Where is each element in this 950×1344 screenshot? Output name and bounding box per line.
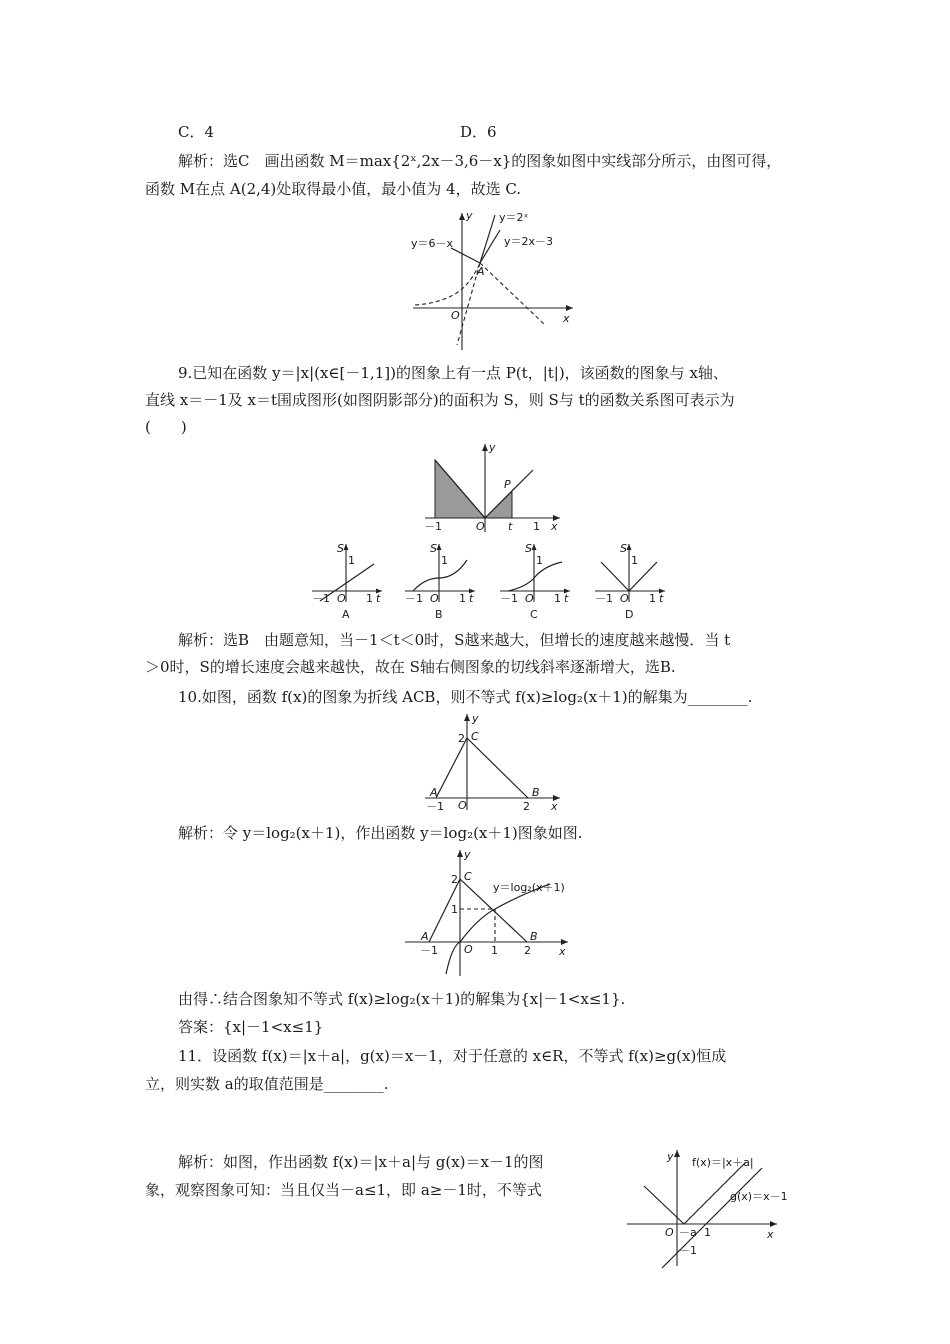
q10g1-two-y: 2 [458,732,465,745]
choice-b-letter: B [435,608,443,621]
q11-solution-line-1: 解析：如图，作出函数 f(x)＝|x＋a|与 g(x)＝x－1的图 [178,1153,544,1171]
q8-y-axis-label: y [466,209,473,222]
choice-b-m1: －1 [405,592,423,605]
choice-d-s: S [620,542,627,555]
q8-point-a: A [477,265,485,278]
q8-label-dec: y＝6－x [411,237,454,250]
q11-x: x [767,1228,774,1241]
q11-minus-one: －1 [679,1244,697,1257]
q9-choice-b [403,540,478,620]
q10g2-x: x [559,945,566,958]
choice-a-t: t [376,592,381,605]
q9-t: t [508,520,513,533]
q10g2-one-x: 1 [491,944,498,957]
q8-solution-line-1: 解析：选C 画出函数 M＝max{2ˣ,2x－3,6－x}的图象如图中实线部分所示，由图可得， [178,152,782,170]
choice-c-t: t [564,592,569,605]
choice-c-m1: －1 [500,592,518,605]
q8-graph [405,205,585,355]
q10g2-m1: －1 [420,944,438,957]
q10g1-two-x: 2 [523,800,530,813]
q9-line-2: 直线 x＝－1及 x＝t围成图形(如图阴影部分)的面积为 S，则 S与 t的函数关系图可表示为 [145,391,735,409]
q10g1-x: x [551,800,558,813]
choice-c-s: S [525,542,532,555]
choice-a-one-h: 1 [366,592,373,605]
q10-solution-line-2: 由得∴结合图象知不等式 f(x)≥log₂(x＋1)的解集为{x|－1<x≤1}. [178,990,626,1008]
q9-y-label: y [489,441,496,454]
q10-solution-line-1: 解析：令 y＝log₂(x＋1)，作出函数 y＝log₂(x＋1)图象如图. [178,824,583,842]
choice-a-letter: A [342,608,350,621]
q9-line-1: 9.已知在函数 y＝|x|(x∈[－1,1])的图象上有一点 P(t，|t|)，该函数的图象与 x轴、 [178,364,728,382]
choice-a-m1: －1 [312,592,330,605]
q9-minus-one: －1 [424,520,442,533]
q10g1-a: A [430,786,438,799]
q11-graph [622,1146,788,1271]
q9-choice-c [498,540,573,620]
choice-b-one-h: 1 [459,592,466,605]
q10-line-1: 10.如图，函数 f(x)的图象为折线 ACB，则不等式 f(x)≥log₂(x＋1)的解集为________. [178,688,753,706]
option-d: D．6 [460,123,497,141]
choice-b-o: O [430,592,439,605]
q11-line-2: 立，则实数 a的取值范围是________. [145,1075,389,1093]
q9-graph [420,440,565,535]
q9-one: 1 [533,520,540,533]
q8-label-exp: y＝2ˣ [499,211,529,224]
q8-origin-label: O [451,309,460,322]
q11-f-label: f(x)＝|x＋a| [692,1156,754,1169]
q9-line-3: ( ) [145,418,187,436]
q9-choice-a [310,540,385,620]
choice-a-s: S [337,542,344,555]
q11-y: y [667,1150,674,1163]
choice-d-one-v: 1 [631,554,638,567]
q11-one: 1 [704,1226,711,1239]
q10g2-y: y [464,848,471,861]
q10-graph-2 [400,846,575,981]
choice-a-one-v: 1 [348,554,355,567]
q9-origin: O [476,520,485,533]
q11-g-label: g(x)＝x－1 [730,1190,788,1203]
q10g2-a: A [421,930,429,943]
choice-c-one-v: 1 [536,554,543,567]
q8-x-axis-label: x [563,312,570,325]
choice-b-one-v: 1 [441,554,448,567]
q10g1-c: C [471,730,479,743]
q8-solution-line-2: 函数 M在点 A(2,4)处取得最小值，最小值为 4，故选 C. [145,180,522,198]
q11-line-1: 11．设函数 f(x)＝|x＋a|，g(x)＝x－1，对于任意的 x∈R，不等式 f(x)≥g(x)恒成 [178,1047,727,1065]
choice-c-o: O [525,592,534,605]
q10g2-curve-label: y＝log₂(x＋1) [493,881,565,894]
choice-d-one-h: 1 [649,592,656,605]
choice-c-one-h: 1 [554,592,561,605]
choice-b-t: t [469,592,474,605]
q10g1-b: B [532,786,540,799]
q10g1-m1: －1 [426,800,444,813]
q10g2-two-x: 2 [524,944,531,957]
q9-x-label: x [551,520,558,533]
q10g1-o: O [458,799,467,812]
choice-a-o: O [337,592,346,605]
q10g2-one-y: 1 [451,903,458,916]
q9-solution-line-2: ＞0时，S的增长速度会越来越快，故在 S轴右侧图象的切线斜率逐渐增大，选B. [145,658,676,676]
q10g2-o: O [464,943,473,956]
q11-solution-line-2: 象，观察图象可知：当且仅当－a≤1，即 a≥－1时，不等式 [145,1181,542,1199]
q10-answer: 答案：{x|－1<x≤1} [178,1018,324,1036]
q8-label-lin: y＝2x－3 [504,235,554,248]
choice-d-o: O [620,592,629,605]
option-c: C．4 [178,123,215,141]
q9-p: P [504,478,511,491]
choice-c-letter: C [530,608,538,621]
q10g1-y: y [472,712,479,725]
choice-d-t: t [659,592,664,605]
q10g2-two-y: 2 [451,873,458,886]
q9-solution-line-1: 解析：选B 由题意知，当－1＜t＜0时，S越来越大，但增长的速度越来越慢．当 t [178,631,731,649]
q10g2-b: B [530,930,538,943]
q11-o: O [665,1226,674,1239]
q10g2-c: C [464,870,472,883]
choice-b-s: S [430,542,437,555]
q9-choice-d [593,540,668,620]
q11-minus-a: －a [679,1226,697,1239]
choice-d-letter: D [625,608,634,621]
choice-d-m1: －1 [595,592,613,605]
q10-graph-1 [420,710,565,815]
